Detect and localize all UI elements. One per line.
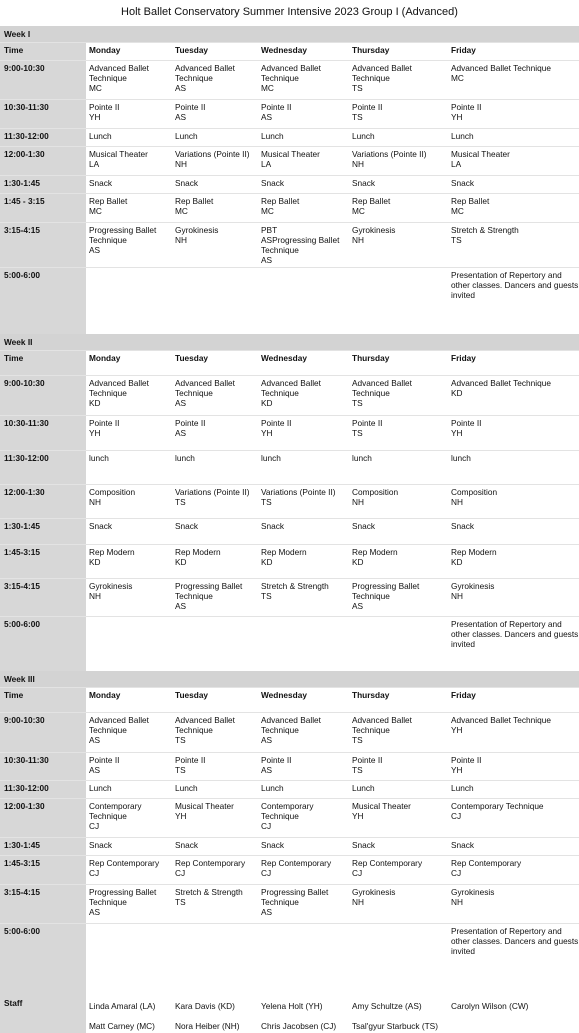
- time-slot: 11:30-12:00: [0, 451, 86, 484]
- class-cell-monday: Advanced Ballet Technique KD: [89, 378, 149, 408]
- time-slot: 1:45-3:15: [0, 856, 86, 884]
- column-header-tuesday: Tuesday: [175, 353, 209, 363]
- class-cell-tuesday: Progressing Ballet Technique AS: [175, 581, 243, 611]
- class-cell-wednesday: Pointe II AS: [261, 755, 292, 775]
- time-slot: 1:30-1:45: [0, 519, 86, 544]
- class-cell-wednesday: [258, 268, 349, 334]
- column-header-tuesday: Tuesday: [175, 690, 209, 700]
- class-cell-tuesday: Snack: [175, 521, 199, 531]
- class-cell-tuesday: Pointe II AS: [175, 418, 206, 438]
- class-cell-thursday: Rep Ballet MC: [352, 196, 391, 216]
- class-cell-monday: Snack: [89, 521, 113, 531]
- table-row: [0, 780, 579, 798]
- class-cell-tuesday: [172, 268, 258, 334]
- class-cell-friday: Gyrokinesis NH: [451, 581, 495, 601]
- class-cell-thursday: Pointe II TS: [352, 102, 383, 122]
- column-header-tuesday: Tuesday: [175, 45, 209, 55]
- class-cell-monday: Lunch: [89, 131, 112, 141]
- class-cell-thursday: Snack: [352, 840, 376, 850]
- class-cell-monday: Lunch: [89, 783, 112, 793]
- staff-label-spacer: [0, 1016, 86, 1033]
- time-slot: 1:45 - 3:15: [0, 194, 86, 222]
- class-cell-thursday: Lunch: [352, 131, 375, 141]
- staff-row: [0, 996, 579, 1016]
- class-cell-thursday: lunch: [352, 453, 372, 463]
- staff-member: [448, 1016, 579, 1033]
- column-header-wednesday: Wednesday: [261, 690, 307, 700]
- class-cell-friday: Snack: [451, 840, 475, 850]
- table-row: [0, 712, 579, 752]
- column-header-friday: Friday: [451, 45, 476, 55]
- class-cell-tuesday: [172, 617, 258, 671]
- class-cell-friday: Pointe II YH: [451, 102, 482, 122]
- column-header-time: Time: [0, 43, 86, 60]
- class-cell-friday: Presentation of Repertory and other classes. Dancers and guests invited: [451, 619, 579, 649]
- staff-label: Staff: [0, 996, 86, 1016]
- class-cell-monday: [86, 924, 172, 978]
- class-cell-monday: Contemporary Technique CJ: [89, 801, 142, 831]
- time-slot: 11:30-12:00: [0, 129, 86, 146]
- staff-member: Yelena Holt (YH): [261, 1001, 323, 1011]
- class-cell-thursday: [349, 924, 448, 978]
- day-header-row: [0, 687, 579, 712]
- time-slot: 11:30-12:00: [0, 781, 86, 798]
- class-cell-thursday: Lunch: [352, 783, 375, 793]
- time-slot: 10:30-11:30: [0, 416, 86, 450]
- class-cell-wednesday: Pointe II AS: [261, 102, 292, 122]
- class-cell-friday: Presentation of Repertory and other classes. Dancers and guests invited: [451, 270, 579, 300]
- class-cell-monday: Progressing Ballet Technique AS: [89, 225, 157, 255]
- class-cell-thursday: Pointe II TS: [352, 755, 383, 775]
- class-cell-wednesday: Rep Ballet MC: [261, 196, 300, 216]
- staff-member: Matt Carney (MC): [89, 1021, 155, 1031]
- time-slot: 3:15-4:15: [0, 885, 86, 923]
- table-row: [0, 415, 579, 450]
- time-slot: 5:00-6:00: [0, 924, 86, 978]
- class-cell-monday: Advanced Ballet Technique MC: [89, 63, 149, 93]
- class-cell-monday: Snack: [89, 178, 113, 188]
- class-cell-monday: Pointe II YH: [89, 102, 120, 122]
- time-slot: 3:15-4:15: [0, 223, 86, 267]
- class-cell-wednesday: Contemporary Technique CJ: [261, 801, 314, 831]
- class-cell-friday: Gyrokinesis NH: [451, 887, 495, 907]
- class-cell-friday: Advanced Ballet Technique MC: [451, 63, 551, 83]
- table-row: [0, 855, 579, 884]
- class-cell-monday: Rep Modern KD: [89, 547, 135, 567]
- class-cell-friday: lunch: [451, 453, 471, 463]
- class-cell-monday: [86, 617, 172, 671]
- class-cell-monday: [86, 268, 172, 334]
- staff-member: Tsal'gyur Starbuck (TS): [352, 1021, 438, 1031]
- class-cell-friday: Lunch: [451, 783, 474, 793]
- column-header-monday: Monday: [89, 353, 121, 363]
- table-row: [0, 193, 579, 222]
- staff-row: [0, 1016, 579, 1033]
- class-cell-thursday: Advanced Ballet Technique TS: [352, 63, 412, 93]
- class-cell-monday: Gyrokinesis NH: [89, 581, 133, 601]
- class-cell-tuesday: Lunch: [175, 783, 198, 793]
- class-cell-monday: Musical Theater LA: [89, 149, 148, 169]
- class-cell-thursday: Rep Modern KD: [352, 547, 398, 567]
- class-cell-thursday: Snack: [352, 178, 376, 188]
- time-slot: 10:30-11:30: [0, 753, 86, 780]
- class-cell-thursday: Gyrokinesis NH: [352, 887, 396, 907]
- class-cell-friday: Pointe II YH: [451, 755, 482, 775]
- class-cell-thursday: Progressing Ballet Technique AS: [352, 581, 420, 611]
- class-cell-tuesday: Variations (Pointe II) TS: [175, 487, 250, 507]
- table-row: [0, 99, 579, 128]
- class-cell-wednesday: Lunch: [261, 783, 284, 793]
- class-cell-wednesday: [258, 924, 349, 978]
- class-cell-tuesday: lunch: [175, 453, 195, 463]
- class-cell-thursday: Rep Contemporary CJ: [352, 858, 423, 878]
- table-row: [0, 752, 579, 780]
- class-cell-friday: Pointe II YH: [451, 418, 482, 438]
- class-cell-thursday: Pointe II TS: [352, 418, 383, 438]
- class-cell-tuesday: Pointe II AS: [175, 102, 206, 122]
- table-row: [0, 175, 579, 193]
- time-slot: 12:00-1:30: [0, 485, 86, 518]
- column-header-friday: Friday: [451, 690, 476, 700]
- class-cell-monday: Snack: [89, 840, 113, 850]
- class-cell-wednesday: Pointe II YH: [261, 418, 292, 438]
- column-header-wednesday: Wednesday: [261, 45, 307, 55]
- class-cell-tuesday: [172, 924, 258, 978]
- staff-member: Kara Davis (KD): [175, 1001, 235, 1011]
- class-cell-wednesday: Advanced Ballet Technique KD: [261, 378, 321, 408]
- class-cell-monday: Rep Contemporary CJ: [89, 858, 160, 878]
- class-cell-monday: Pointe II YH: [89, 418, 120, 438]
- staff-member: Nora Heiber (NH): [175, 1021, 240, 1031]
- column-header-monday: Monday: [89, 690, 121, 700]
- time-slot: 10:30-11:30: [0, 100, 86, 128]
- time-slot: 1:30-1:45: [0, 176, 86, 193]
- class-cell-monday: Rep Ballet MC: [89, 196, 128, 216]
- time-slot: 5:00-6:00: [0, 617, 86, 671]
- class-cell-thursday: Advanced Ballet Technique TS: [352, 378, 412, 408]
- staff-member: Amy Schultze (AS): [352, 1001, 422, 1011]
- class-cell-tuesday: Pointe II TS: [175, 755, 206, 775]
- class-cell-wednesday: [258, 617, 349, 671]
- class-cell-wednesday: Variations (Pointe II) TS: [261, 487, 336, 507]
- column-header-wednesday: Wednesday: [261, 353, 307, 363]
- class-cell-wednesday: Rep Modern KD: [261, 547, 307, 567]
- spacer: [0, 978, 579, 996]
- table-row: [0, 128, 579, 146]
- page-title: Holt Ballet Conservatory Summer Intensive 2023 Group I (Advanced): [121, 6, 458, 18]
- class-cell-tuesday: Advanced Ballet Technique AS: [175, 63, 235, 93]
- day-header-row: [0, 42, 579, 60]
- class-cell-wednesday: Advanced Ballet Technique MC: [261, 63, 321, 93]
- class-cell-wednesday: Musical Theater LA: [261, 149, 320, 169]
- class-cell-friday: Advanced Ballet Technique KD: [451, 378, 551, 398]
- class-cell-thursday: Gyrokinesis NH: [352, 225, 396, 245]
- class-cell-monday: lunch: [89, 453, 109, 463]
- class-cell-friday: Advanced Ballet Technique YH: [451, 715, 551, 735]
- column-header-friday: Friday: [451, 353, 476, 363]
- class-cell-tuesday: Rep Ballet MC: [175, 196, 214, 216]
- column-header-monday: Monday: [89, 45, 121, 55]
- table-row: [0, 837, 579, 855]
- class-cell-wednesday: Lunch: [261, 131, 284, 141]
- class-cell-tuesday: Snack: [175, 840, 199, 850]
- class-cell-wednesday: Rep Contemporary CJ: [261, 858, 332, 878]
- class-cell-thursday: Advanced Ballet Technique TS: [352, 715, 412, 745]
- class-cell-friday: Snack: [451, 521, 475, 531]
- class-cell-monday: Composition NH: [89, 487, 136, 507]
- table-row: [0, 798, 579, 837]
- time-slot: 1:45-3:15: [0, 545, 86, 578]
- table-row: [0, 616, 579, 671]
- column-header-time: Time: [0, 351, 86, 375]
- column-header-thursday: Thursday: [352, 353, 390, 363]
- table-row: [0, 375, 579, 415]
- time-slot: 1:30-1:45: [0, 838, 86, 855]
- class-cell-friday: Rep Modern KD: [451, 547, 497, 567]
- time-slot: 5:00-6:00: [0, 268, 86, 334]
- class-cell-monday: Progressing Ballet Technique AS: [89, 887, 157, 917]
- class-cell-tuesday: Gyrokinesis NH: [175, 225, 219, 245]
- table-row: [0, 450, 579, 484]
- week-header: Week II: [0, 334, 579, 350]
- table-row: [0, 884, 579, 923]
- staff-member: Linda Amaral (LA): [89, 1001, 156, 1011]
- class-cell-friday: Snack: [451, 178, 475, 188]
- class-cell-friday: Composition NH: [451, 487, 498, 507]
- time-slot: 12:00-1:30: [0, 799, 86, 837]
- class-cell-monday: Pointe II AS: [89, 755, 120, 775]
- class-cell-wednesday: PBT ASProgressing Ballet Technique AS: [261, 225, 340, 265]
- week-header: Week III: [0, 671, 579, 687]
- class-cell-wednesday: Snack: [261, 178, 285, 188]
- class-cell-thursday: Variations (Pointe II) NH: [352, 149, 427, 169]
- table-row: [0, 544, 579, 578]
- table-row: [0, 222, 579, 267]
- table-row: [0, 923, 579, 978]
- class-cell-wednesday: Advanced Ballet Technique AS: [261, 715, 321, 745]
- class-cell-tuesday: Lunch: [175, 131, 198, 141]
- class-cell-tuesday: Rep Contemporary CJ: [175, 858, 246, 878]
- class-cell-tuesday: Stretch & Strength TS: [175, 887, 243, 907]
- column-header-thursday: Thursday: [352, 45, 390, 55]
- class-cell-monday: Advanced Ballet Technique AS: [89, 715, 149, 745]
- class-cell-friday: Contemporary Technique CJ: [451, 801, 544, 821]
- class-cell-thursday: [349, 617, 448, 671]
- class-cell-tuesday: Snack: [175, 178, 199, 188]
- class-cell-wednesday: lunch: [261, 453, 281, 463]
- table-row: [0, 146, 579, 175]
- table-row: [0, 578, 579, 616]
- class-cell-friday: Rep Ballet MC: [451, 196, 490, 216]
- class-cell-tuesday: Variations (Pointe II) NH: [175, 149, 250, 169]
- time-slot: 9:00-10:30: [0, 376, 86, 415]
- class-cell-friday: Stretch & Strength TS: [451, 225, 519, 245]
- table-row: [0, 518, 579, 544]
- class-cell-friday: Lunch: [451, 131, 474, 141]
- class-cell-thursday: Musical Theater YH: [352, 801, 411, 821]
- staff-member: Chris Jacobsen (CJ): [261, 1021, 337, 1031]
- week-header: Week I: [0, 26, 579, 42]
- staff-member: Carolyn Wilson (CW): [451, 1001, 529, 1011]
- time-slot: 12:00-1:30: [0, 147, 86, 175]
- class-cell-wednesday: Snack: [261, 840, 285, 850]
- table-row: [0, 60, 579, 99]
- table-row: [0, 484, 579, 518]
- time-slot: 9:00-10:30: [0, 713, 86, 752]
- class-cell-wednesday: Stretch & Strength TS: [261, 581, 329, 601]
- time-slot: 9:00-10:30: [0, 61, 86, 99]
- schedule-table: [0, 26, 579, 1033]
- column-header-time: Time: [0, 688, 86, 712]
- class-cell-friday: Musical Theater LA: [451, 149, 510, 169]
- column-header-thursday: Thursday: [352, 690, 390, 700]
- class-cell-wednesday: Progressing Ballet Technique AS: [261, 887, 329, 917]
- day-header-row: [0, 350, 579, 375]
- class-cell-thursday: Snack: [352, 521, 376, 531]
- class-cell-friday: Presentation of Repertory and other classes. Dancers and guests invited: [451, 926, 579, 956]
- class-cell-thursday: [349, 268, 448, 334]
- class-cell-tuesday: Rep Modern KD: [175, 547, 221, 567]
- table-row: [0, 267, 579, 334]
- class-cell-wednesday: Snack: [261, 521, 285, 531]
- class-cell-tuesday: Advanced Ballet Technique AS: [175, 378, 235, 408]
- class-cell-tuesday: Musical Theater YH: [175, 801, 234, 821]
- class-cell-tuesday: Advanced Ballet Technique TS: [175, 715, 235, 745]
- class-cell-thursday: Composition NH: [352, 487, 399, 507]
- time-slot: 3:15-4:15: [0, 579, 86, 616]
- class-cell-friday: Rep Contemporary CJ: [451, 858, 522, 878]
